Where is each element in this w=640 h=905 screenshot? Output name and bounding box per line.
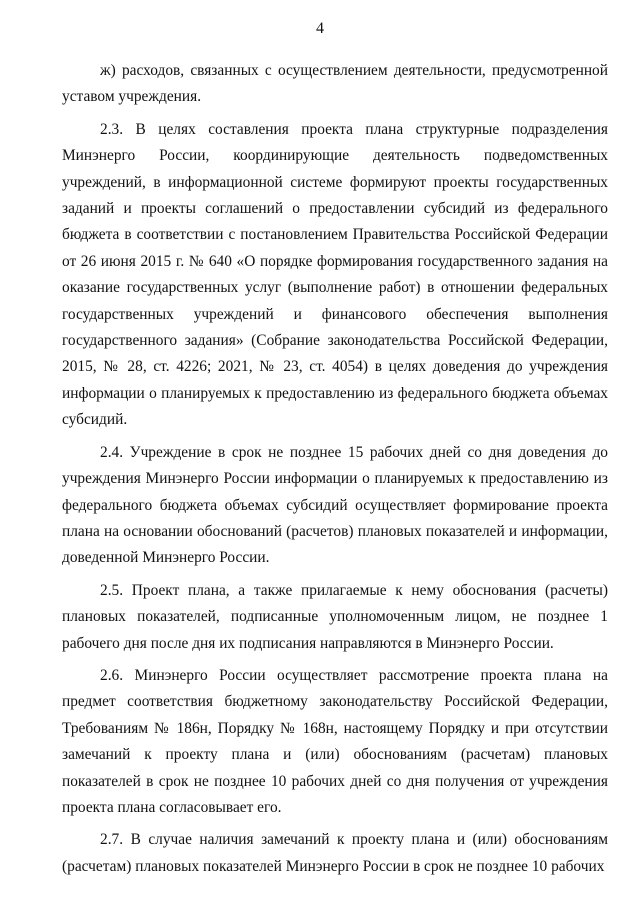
page-number: 4 xyxy=(316,20,324,37)
paragraph-2-2-zh: ж) расходов, связанных с осуществлением деятельности, предусмотренной уставом учреждения. xyxy=(62,62,608,106)
paragraph-2-5: 2.5. Проект плана, а также прилагаемые к нему обоснования (расчеты) плановых показателей, подписанные уполномоченным лицом, не позднее 1 рабочего дня после дня их подписания направляются в Минэнерго России. xyxy=(62,581,608,652)
paragraph-2-4: 2.4. Учреждение в срок не позднее 15 рабочих дней со дня доведения до учреждения Минэнерго России информации о планируемых к предоставлению из федерального бюджета объемах субсидий осуществляет формирование проекта плана на основании обоснований (расчетов) плановых показателей и информации, доведенной Минэнерго России. xyxy=(62,443,608,567)
paragraph-2-3: 2.3. В целях составления проекта плана структурные подразделения Минэнерго России, координирующие деятельность подведомственных учреждений, в информационной системе формируют проекты государственных заданий и проекты соглашений о предоставлении субсидий из федерального бюджета в соответствии с постановлением Правительства Российской Федерации от 26 июня 2015 г. № 640 «О порядке формирования государственного задания на оказание государственных услуг (выполнение работ) в отношении федеральных государственных учреждений и финансового обеспечения выполнения государственного задания» (Собрание законодательства Российской Федерации, 2015, № 28, ст. 4226; 2021, № 23, ст. 4054) в целях доведения до учреждения информации о планируемых к предоставлению из федерального бюджета объемах субсидий. xyxy=(62,120,608,429)
paragraph-2-7: 2.7. В случае наличия замечаний к проекту плана и (или) обоснованиям (расчетам) плановых показателей Минэнерго России в срок не позднее 10 рабочих xyxy=(62,831,608,875)
document-body xyxy=(62,58,608,886)
paragraph-2-6: 2.6. Минэнерго России осуществляет рассмотрение проекта плана на предмет соответствия бюджетному законодательству Российской Федерации, Требованиям № 186н, Порядку № 168н, настоящему Порядку и при отсутствии замечаний к проекту плана и (или) обоснованиям (расчетам) плановых показателей в срок не позднее 10 рабочих дней со дня получения от учреждения проекта плана согласовывает его. xyxy=(62,666,608,816)
